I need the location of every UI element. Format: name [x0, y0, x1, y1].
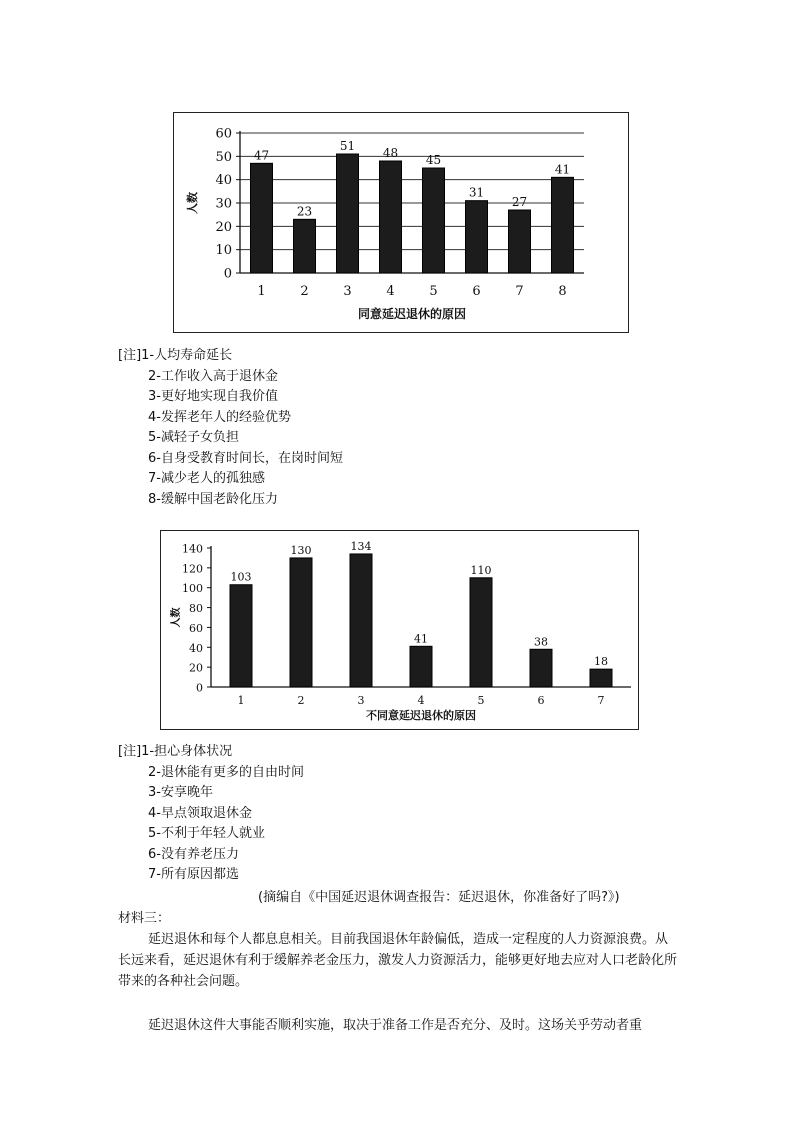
x-tick-label: 1 [237, 694, 245, 707]
notes-agree [118, 346, 343, 510]
y-axis-title: 人数 [186, 192, 199, 214]
x-tick-label: 4 [417, 694, 425, 707]
x-tick-label: 3 [343, 284, 352, 299]
x-tick-label: 1 [257, 284, 266, 299]
data-label: 130 [290, 543, 312, 557]
y-axis-title: 人数 [171, 607, 182, 628]
x-tick-label: 4 [386, 284, 395, 299]
x-axis-title: 同意延迟退休的原因 [357, 307, 467, 321]
bar [466, 201, 488, 273]
data-label: 47 [253, 148, 270, 163]
x-tick-label: 7 [597, 694, 605, 707]
bar [590, 669, 612, 687]
y-tick-label: 120 [182, 562, 203, 576]
y-tick-label: 0 [196, 681, 203, 695]
x-tick-label: 5 [477, 694, 485, 707]
bar [423, 168, 445, 273]
data-label: 45 [425, 153, 442, 167]
note-item: 6-没有养老压力 [148, 846, 239, 862]
data-label: 41 [414, 632, 428, 646]
y-tick-label: 40 [189, 641, 203, 655]
y-tick-label: 100 [182, 582, 203, 596]
material-heading: 材料三： [118, 911, 171, 926]
y-tick-label: 60 [215, 126, 232, 142]
note-item: 1-担心身体状况 [141, 744, 233, 759]
data-label: 51 [339, 139, 356, 153]
source-citation: (摘编自《中国延迟退休调查报告：延迟退休，你准备好了吗?》) [258, 890, 620, 905]
chart-agree-reasons [173, 112, 629, 333]
note-item: 3-安享晚年 [148, 785, 213, 800]
note-item: 3-更好地实现自我价值 [148, 389, 278, 404]
y-tick-label: 140 [182, 542, 203, 556]
notes-disagree [118, 742, 304, 886]
y-tick-label: 20 [189, 661, 203, 675]
bar [509, 210, 531, 273]
y-tick-label: 60 [189, 621, 203, 635]
note-item: 8-缓解中国老龄化压力 [148, 491, 278, 507]
x-tick-label: 2 [300, 284, 309, 299]
paragraph: 延迟退休和每个人都息息相关。目前我国退休年龄偏低，造成一定程度的人力资源浪费。从长远来看，延迟退休有利于缓解养老金压力，激发人力资源活力，能够更好地去应对人口老龄化所带来的各种社会问题。 [118, 932, 678, 989]
chart-disagree-svg [161, 531, 638, 729]
x-tick-label: 2 [297, 694, 305, 707]
note-item: 7-所有原因都选 [148, 867, 239, 882]
data-label: 134 [350, 539, 372, 553]
bar [230, 585, 252, 687]
chart-agree-svg [174, 113, 628, 332]
x-tick-label: 6 [537, 694, 545, 707]
y-tick-label: 20 [215, 219, 232, 235]
bar [337, 154, 359, 273]
x-axis-title: 不同意延迟退休的原因 [366, 709, 476, 722]
data-label: 31 [468, 185, 485, 200]
data-label: 27 [511, 195, 528, 209]
data-label: 18 [594, 655, 608, 669]
note-item: 4-发挥老年人的经验优势 [148, 409, 291, 425]
bar [552, 177, 574, 273]
bar [290, 558, 312, 687]
x-tick-label: 5 [429, 284, 438, 299]
y-tick-label: 40 [215, 173, 232, 189]
paragraph: 延迟退休这件大事能否顺利实施，取决于准备工作是否充分、及时。这场关乎劳动者重 [148, 1018, 643, 1033]
data-label: 38 [534, 635, 548, 649]
bar [350, 554, 372, 687]
bar [410, 646, 432, 687]
y-tick-label: 50 [215, 149, 232, 165]
data-label: 41 [554, 162, 571, 177]
x-tick-label: 8 [558, 284, 567, 299]
x-tick-label: 6 [472, 284, 481, 299]
y-tick-label: 0 [223, 266, 232, 282]
bar [530, 649, 552, 687]
data-label: 110 [470, 563, 492, 577]
note-item: 5-减轻子女负担 [148, 430, 239, 445]
bar [294, 219, 316, 273]
y-tick-label: 30 [215, 196, 232, 212]
note-item: 6-自身受教育时间长，在岗时间短 [148, 450, 343, 466]
data-label: 23 [296, 204, 313, 219]
note-item: 2-工作收入高于退休金 [148, 368, 278, 384]
bar [251, 163, 273, 273]
y-tick-label: 80 [189, 602, 203, 616]
bar [380, 161, 402, 273]
note-item: 1-人均寿命延长 [141, 348, 233, 363]
note-prefix: [注] [118, 348, 142, 363]
x-tick-label: 3 [357, 694, 365, 707]
data-label: 103 [230, 570, 252, 584]
x-tick-label: 7 [515, 284, 524, 299]
note-prefix: [注] [118, 744, 142, 759]
note-item: 2-退休能有更多的自由时间 [148, 764, 304, 780]
note-line [118, 346, 343, 367]
note-item: 7-减少老人的孤独感 [148, 471, 265, 486]
data-label: 48 [382, 146, 399, 160]
chart-disagree-reasons [160, 530, 639, 730]
y-tick-label: 10 [215, 243, 232, 259]
bar [470, 578, 492, 687]
note-line [118, 742, 304, 763]
note-item: 5-不利于年轻人就业 [148, 826, 265, 841]
note-item: 4-早点领取退休金 [148, 805, 252, 821]
